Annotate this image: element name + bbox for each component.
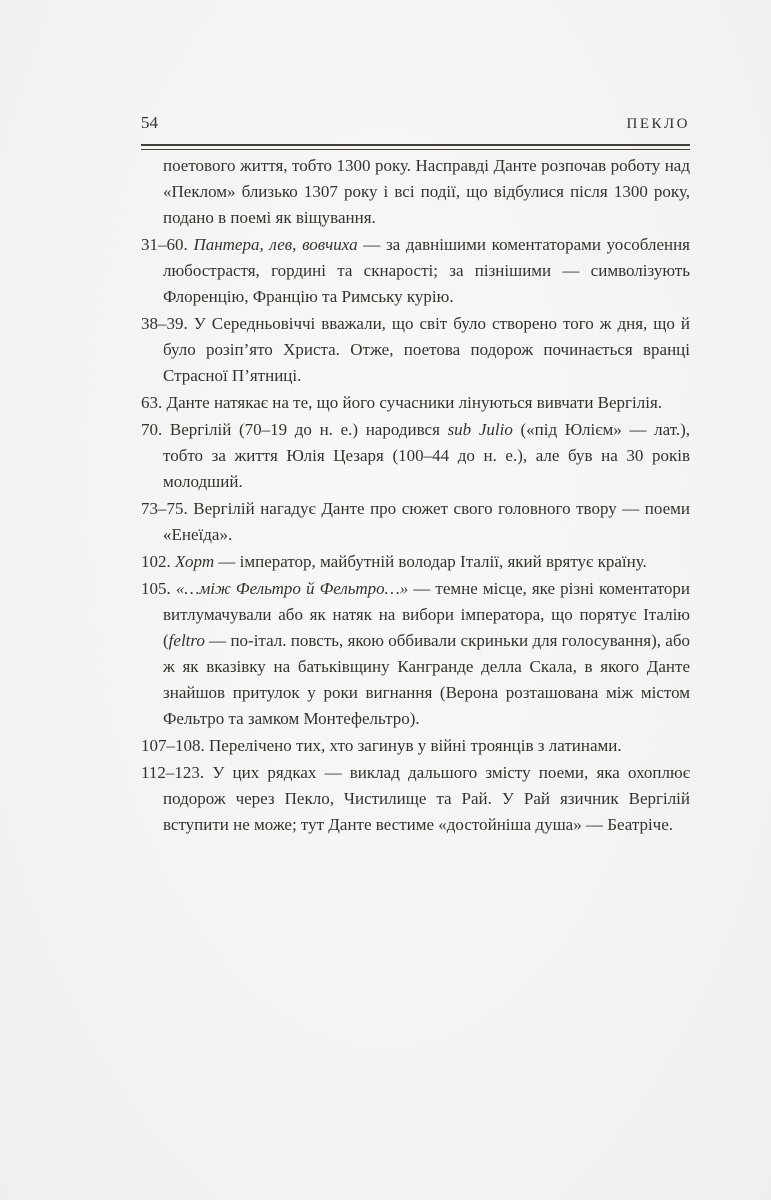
note-paragraph [141,496,690,548]
note-text: Вергілій нагадує Данте про сюжет свого головного твору — поеми «Енеїда». [163,499,690,544]
note-text-italic: sub Julio [447,420,513,439]
note-text: Перелічено тих, хто загинув у війні троянців з латинами. [209,736,622,755]
note-text: поетового життя, тобто 1300 року. Насправді Данте розпочав роботу над «Пеклом» близько 1307 року і всі події, що відбулися після 1300 року, подано в поемі як віщування. [163,156,690,227]
note-number: 31–60. [141,235,188,254]
notes-list [141,153,690,839]
note-text: Вергілій (70–19 до н. е.) народився [169,420,448,439]
page-header [141,112,690,135]
note-number: 73–75. [141,499,188,518]
note-paragraph [141,417,690,495]
note-number: 105. [141,579,171,598]
note-text: — за давнішими коментаторами уособлення любострастя, гордині та скнарості; за пізнішими — символізують Флоренцію, Францію та Римську курію. [163,235,690,306]
note-text: («під Юлієм» — лат.), тобто за життя Юлія Цезаря (100–44 до н. е.), але був на 30 років молодший. [163,420,691,491]
note-text: У Середньовіччі вважали, що світ було створено того ж дня, що й було розіп’ято Христа. Отже, поетова подорож починається вранці Страсної П’ятниці. [163,314,690,385]
note-number: 112–123. [141,763,205,782]
note-number: 107–108. [141,736,205,755]
note-text: — по-італ. повсть, якою оббивали скриньки для голосування), або ж як вказівку на батьківщину Кангранде делла Скала, в якого Данте знайшов притулок у роки вигнання (Верона розташована між містом Фельтро та замком Монтефельтро). [163,631,690,728]
note-paragraph [141,153,690,231]
note-number: 63. [141,393,163,412]
page-number: 54 [141,113,158,132]
note-paragraph [141,760,690,838]
note-number: 102. [141,552,171,571]
note-number: 38–39. [141,314,188,333]
note-paragraph [141,549,690,575]
note-text: — темне місце, яке різні коментатори витлумачували або як натяк на вибори імператора, що порятує Італію ( [163,579,691,650]
running-title: ПЕКЛО [626,116,690,132]
note-text: Данте натякає на те, що його сучасники лінуються вивчати Вергілія. [166,393,663,412]
note-paragraph [141,311,690,389]
note-text: У цих рядках — виклад дальшого змісту поеми, яка охоплює подорож через Пекло, Чистилище та Рай. У Рай язичник Вергілій вступити не може; тут Данте вестиме «достойніша душа» — Беатріче. [163,763,690,834]
note-text-italic: «…між Фельтро й Фельтро…» [175,579,409,598]
note-text-italic: Хорт [175,552,215,571]
note-text-italic: Пантера, лев, вовчиха [193,235,358,254]
note-paragraph [141,232,690,310]
header-double-rule [141,144,690,150]
note-paragraph [141,733,690,759]
note-paragraph [141,576,690,732]
note-paragraph [141,390,690,416]
note-text: — імператор, майбутній володар Італії, який врятує країну. [214,552,647,571]
note-text-italic: feltro [168,631,205,650]
note-number: 70. [141,420,163,439]
